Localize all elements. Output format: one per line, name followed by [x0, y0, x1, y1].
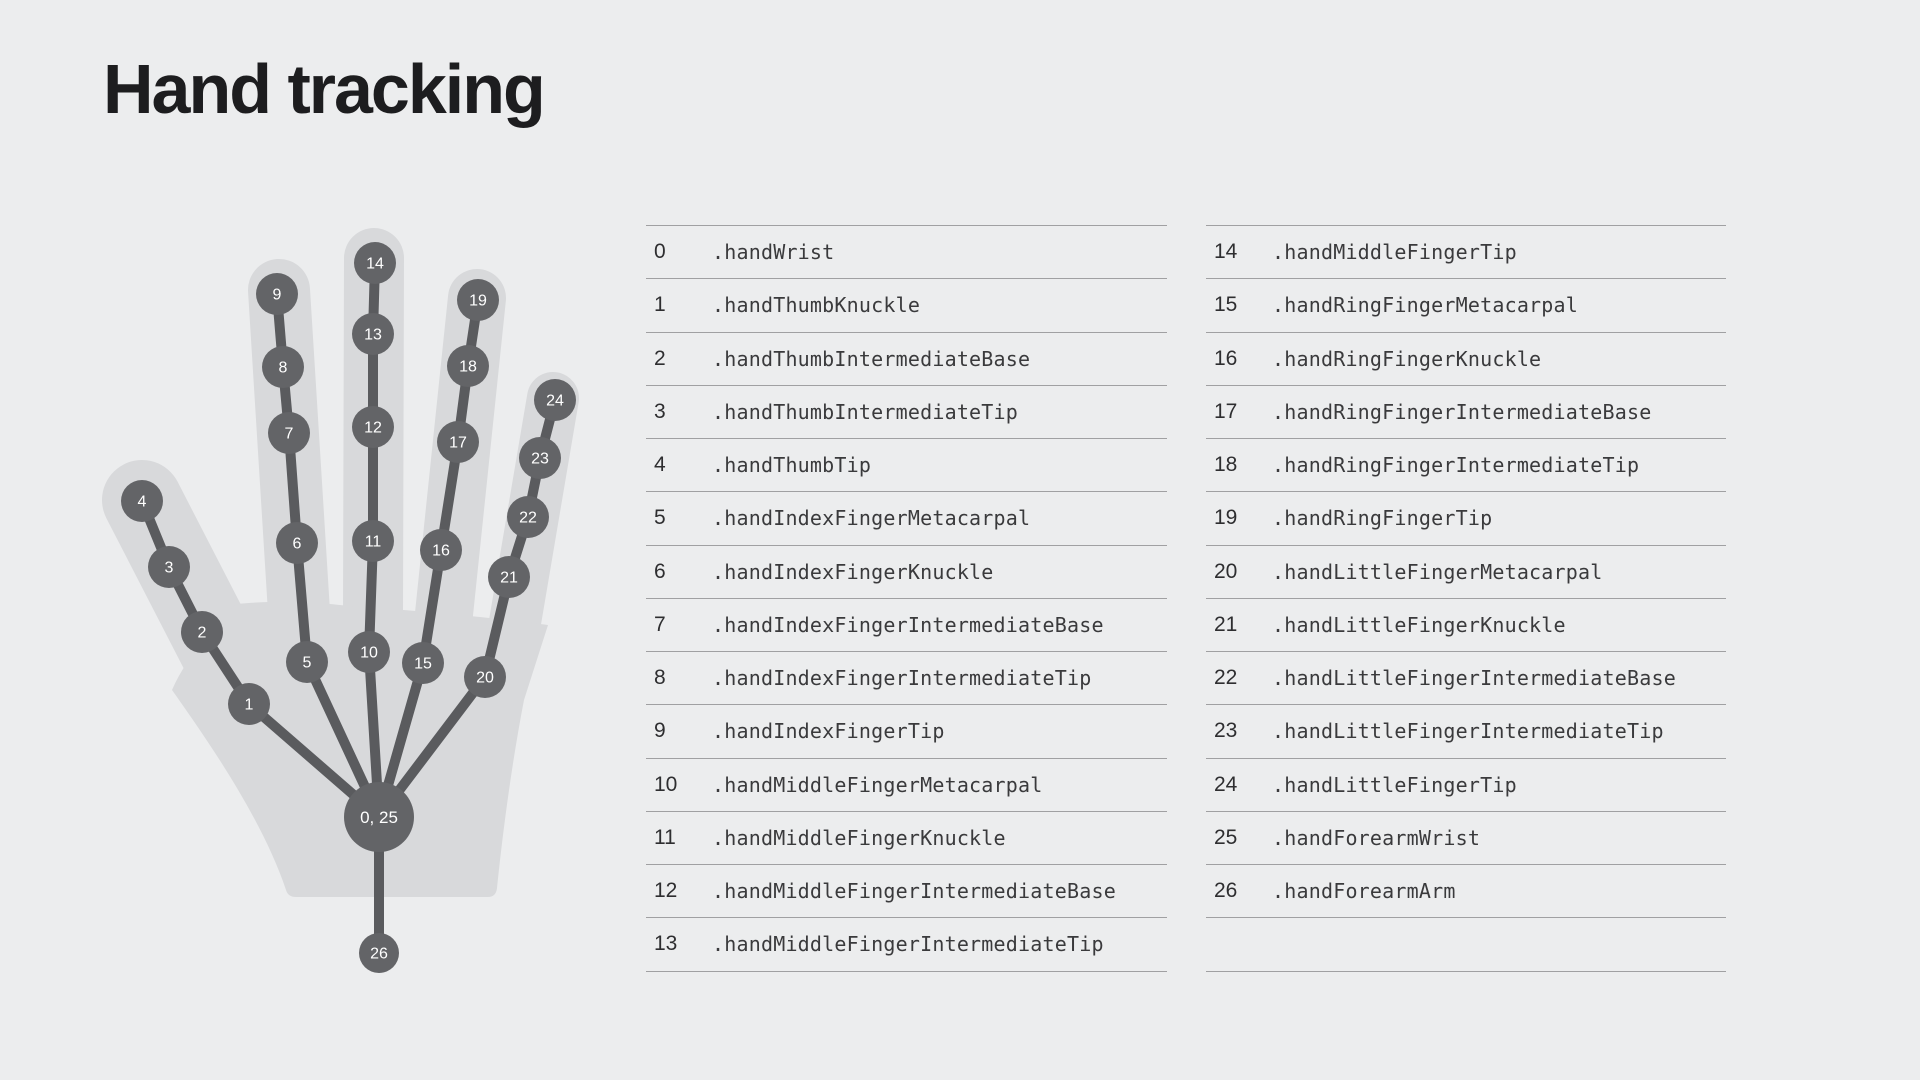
joint-index: 16 — [1214, 346, 1238, 370]
joint-name: .handThumbIntermediateBase — [712, 346, 1031, 371]
joint-label: 12 — [364, 419, 382, 437]
joint-node-22 — [507, 496, 549, 538]
joint-name: .handLittleFingerTip — [1272, 772, 1517, 797]
table-row — [1206, 332, 1726, 385]
joint-node-15 — [402, 642, 444, 684]
joint-name: .handMiddleFingerIntermediateTip — [712, 932, 1104, 957]
joint-name: .handRingFingerKnuckle — [1272, 346, 1542, 371]
joint-node-18 — [447, 345, 489, 387]
joint-index: 20 — [1214, 559, 1238, 583]
joint-node-14 — [354, 242, 396, 284]
joint-name: .handIndexFingerIntermediateTip — [712, 666, 1092, 691]
joint-index: 19 — [1214, 506, 1238, 530]
joint-node-26 — [359, 933, 399, 973]
joint-name: .handThumbKnuckle — [712, 293, 921, 318]
joint-label: 17 — [449, 434, 467, 452]
joint-name: .handMiddleFingerIntermediateBase — [712, 879, 1116, 904]
joint-name: .handRingFingerIntermediateBase — [1272, 399, 1652, 424]
joint-label: 13 — [364, 326, 382, 344]
joint-label: 1 — [244, 696, 254, 714]
table-row — [1206, 704, 1726, 757]
table-row — [1206, 385, 1726, 438]
table-row — [646, 917, 1167, 970]
joint-node-20 — [464, 656, 506, 698]
joint-node-0 — [344, 782, 414, 852]
joint-index: 12 — [654, 879, 678, 903]
joint-name: .handThumbTip — [712, 453, 872, 478]
joint-node-6 — [276, 522, 318, 564]
joint-label: 9 — [272, 286, 282, 304]
table-row — [646, 278, 1167, 331]
joint-node-9 — [256, 273, 298, 315]
joint-name: .handMiddleFingerKnuckle — [712, 825, 1006, 850]
table-row — [1206, 917, 1726, 970]
joint-index: 14 — [1214, 240, 1238, 264]
table-row — [1206, 598, 1726, 651]
table-row — [646, 491, 1167, 544]
table-row — [646, 598, 1167, 651]
table-row — [646, 811, 1167, 864]
joint-index: 23 — [1214, 719, 1238, 743]
joint-name: .handMiddleFingerMetacarpal — [712, 772, 1043, 797]
joint-node-17 — [437, 421, 479, 463]
table-row — [646, 651, 1167, 704]
table-row — [646, 864, 1167, 917]
joint-node-7 — [268, 412, 310, 454]
joint-index: 0 — [654, 240, 666, 264]
joint-label: 21 — [500, 569, 518, 587]
joint-index: 6 — [654, 559, 666, 583]
joint-index: 21 — [1214, 612, 1238, 636]
joint-node-2 — [181, 611, 223, 653]
table-row — [646, 545, 1167, 598]
joint-label: 18 — [459, 358, 477, 376]
joint-name: .handLittleFingerMetacarpal — [1272, 559, 1603, 584]
table-row — [1206, 278, 1726, 331]
joint-index: 26 — [1214, 879, 1238, 903]
joint-node-8 — [262, 346, 304, 388]
table-row — [1206, 651, 1726, 704]
joint-index: 13 — [654, 932, 678, 956]
joint-label: 24 — [546, 392, 564, 410]
joint-node-5 — [286, 641, 328, 683]
joint-node-11 — [352, 520, 394, 562]
joint-node-12 — [352, 406, 394, 448]
joint-node-4 — [121, 480, 163, 522]
joint-index: 4 — [654, 453, 666, 477]
joint-index: 25 — [1214, 825, 1238, 849]
joint-name: .handIndexFingerTip — [712, 719, 945, 744]
joint-label: 4 — [137, 493, 147, 511]
joint-name: .handRingFingerMetacarpal — [1272, 293, 1579, 318]
table-row — [1206, 491, 1726, 544]
joint-label: 19 — [469, 292, 487, 310]
page-title: Hand tracking — [103, 50, 544, 128]
joint-label: 7 — [284, 425, 294, 443]
joint-index: 17 — [1214, 399, 1238, 423]
joint-index: 9 — [654, 719, 666, 743]
joint-name: .handLittleFingerIntermediateBase — [1272, 666, 1676, 691]
joint-label: 23 — [531, 450, 549, 468]
joint-name: .handRingFingerIntermediateTip — [1272, 453, 1640, 478]
table-row — [1206, 864, 1726, 917]
joint-index: 24 — [1214, 772, 1238, 796]
joint-name: .handWrist — [712, 240, 835, 265]
joint-index: 7 — [654, 612, 666, 636]
joint-label: 16 — [432, 542, 450, 560]
joint-name: .handThumbIntermediateTip — [712, 399, 1019, 424]
joint-name: .handIndexFingerIntermediateBase — [712, 612, 1104, 637]
joint-name: .handForearmArm — [1272, 879, 1456, 904]
joint-table-left — [646, 225, 1167, 972]
joint-label: 10 — [360, 644, 378, 662]
joint-label: 22 — [519, 509, 537, 527]
joint-index: 10 — [654, 772, 678, 796]
table-row — [646, 758, 1167, 811]
joint-node-24 — [534, 379, 576, 421]
joint-label: 14 — [366, 255, 384, 273]
joint-label: 5 — [302, 654, 312, 672]
table-row — [1206, 438, 1726, 491]
joint-node-21 — [488, 556, 530, 598]
joint-index: 11 — [654, 825, 676, 849]
joint-name: .handRingFingerTip — [1272, 506, 1493, 531]
joint-table-right — [1206, 225, 1726, 972]
joint-label: 8 — [278, 359, 288, 377]
table-row — [1206, 545, 1726, 598]
joint-node-13 — [352, 313, 394, 355]
joint-name: .handIndexFingerMetacarpal — [712, 506, 1031, 531]
joint-name: .handMiddleFingerTip — [1272, 240, 1517, 265]
table-row — [646, 385, 1167, 438]
joint-node-16 — [420, 529, 462, 571]
joint-node-19 — [457, 279, 499, 321]
table-row — [1206, 758, 1726, 811]
joint-label: 20 — [476, 669, 494, 687]
joint-node-3 — [148, 546, 190, 588]
table-row — [646, 225, 1167, 278]
joint-name: .handForearmWrist — [1272, 825, 1481, 850]
table-row — [1206, 225, 1726, 278]
joint-label: 15 — [414, 655, 432, 673]
table-row — [1206, 811, 1726, 864]
table-row — [646, 704, 1167, 757]
joint-label: 3 — [164, 559, 174, 577]
joint-index: 18 — [1214, 453, 1238, 477]
joint-name: .handIndexFingerKnuckle — [712, 559, 994, 584]
joint-index: 1 — [654, 293, 666, 317]
joint-label: 26 — [370, 945, 388, 963]
table-row — [646, 438, 1167, 491]
joint-index: 15 — [1214, 293, 1238, 317]
joint-label: 6 — [292, 535, 302, 553]
joint-node-10 — [348, 631, 390, 673]
joint-node-23 — [519, 437, 561, 479]
joint-index: 22 — [1214, 666, 1238, 690]
table-row — [646, 332, 1167, 385]
joint-index: 8 — [654, 666, 666, 690]
joint-index: 2 — [654, 346, 666, 370]
joint-index: 5 — [654, 506, 666, 530]
joint-label: 11 — [364, 533, 382, 551]
joint-node-1 — [228, 683, 270, 725]
joint-name: .handLittleFingerIntermediateTip — [1272, 719, 1664, 744]
joint-index: 3 — [654, 399, 666, 423]
joint-label: 0, 25 — [360, 807, 398, 827]
joint-label: 2 — [197, 624, 207, 642]
joint-name: .handLittleFingerKnuckle — [1272, 612, 1566, 637]
